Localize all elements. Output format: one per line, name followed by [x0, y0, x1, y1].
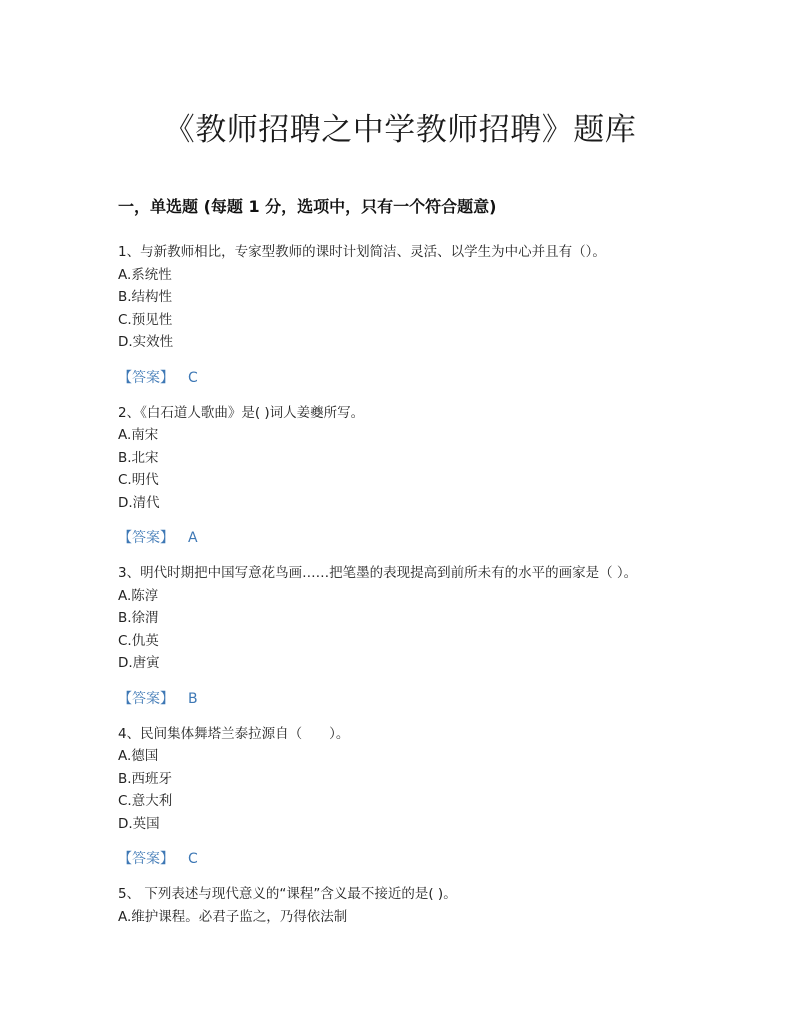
option-d: D.清代: [118, 494, 160, 511]
answer-value: B: [188, 690, 198, 707]
option-d: D.唐寅: [118, 655, 160, 671]
question-text: 1、与新教师相比，专家型教师的课时计划简洁、灵活、以学生为中心并且有（）。: [118, 244, 606, 260]
option-c: C.明代: [118, 472, 159, 488]
option-a: A.系统性: [118, 266, 172, 283]
question-text: 2、《白石道人歌曲》是( )词人姜夔所写。: [118, 404, 365, 421]
answer-line: [118, 368, 718, 388]
answer-value: C: [188, 851, 198, 867]
question-4: [118, 723, 718, 870]
option-b: B.北宋: [118, 449, 159, 466]
option-a: A.南宋: [118, 427, 159, 443]
question-text: 3、明代时期把中国写意花鸟画……把笔墨的表现提高到前所未有的水平的画家是（ ）。: [118, 565, 638, 581]
option-d: D.英国: [118, 815, 160, 832]
option-a: A.陈淳: [118, 587, 159, 604]
option-b: B.西班牙: [118, 770, 173, 787]
answer-line: [118, 689, 718, 709]
answer-label: 【答案】: [118, 369, 174, 386]
answer-label: 【答案】: [118, 530, 174, 546]
question-2: [118, 402, 718, 549]
option-a: A.德国: [118, 748, 159, 764]
option-c: C.意大利: [118, 793, 173, 809]
question-text: 4、民间集体舞塔兰泰拉源自（ ）。: [118, 725, 350, 742]
answer-label: 【答案】: [118, 851, 174, 867]
question-3: [118, 562, 718, 709]
option-b: B.结构性: [118, 289, 173, 305]
question-text: 5、 下列表述与现代意义的“课程”含义最不接近的是( )。: [118, 886, 457, 902]
answer-line: [118, 528, 718, 548]
option-c: C.仇英: [118, 632, 159, 649]
document-title: 《教师招聘之中学教师招聘》题库: [163, 112, 637, 148]
option-b: B.徐渭: [118, 610, 159, 626]
option-a: A.维护课程。必君子监之，乃得依法制: [118, 908, 348, 925]
section-heading: 一，单选题 (每题 1 分，选项中，只有一个符合题意): [118, 197, 497, 216]
question-list: [118, 241, 718, 928]
question-1: [118, 241, 718, 388]
question-5: [118, 883, 718, 928]
option-d: D.实效性: [118, 334, 174, 350]
answer-line: [118, 849, 718, 869]
answer-value: C: [188, 369, 198, 386]
option-c: C.预见性: [118, 311, 173, 328]
answer-label: 【答案】: [118, 690, 174, 707]
answer-value: A: [188, 530, 198, 546]
